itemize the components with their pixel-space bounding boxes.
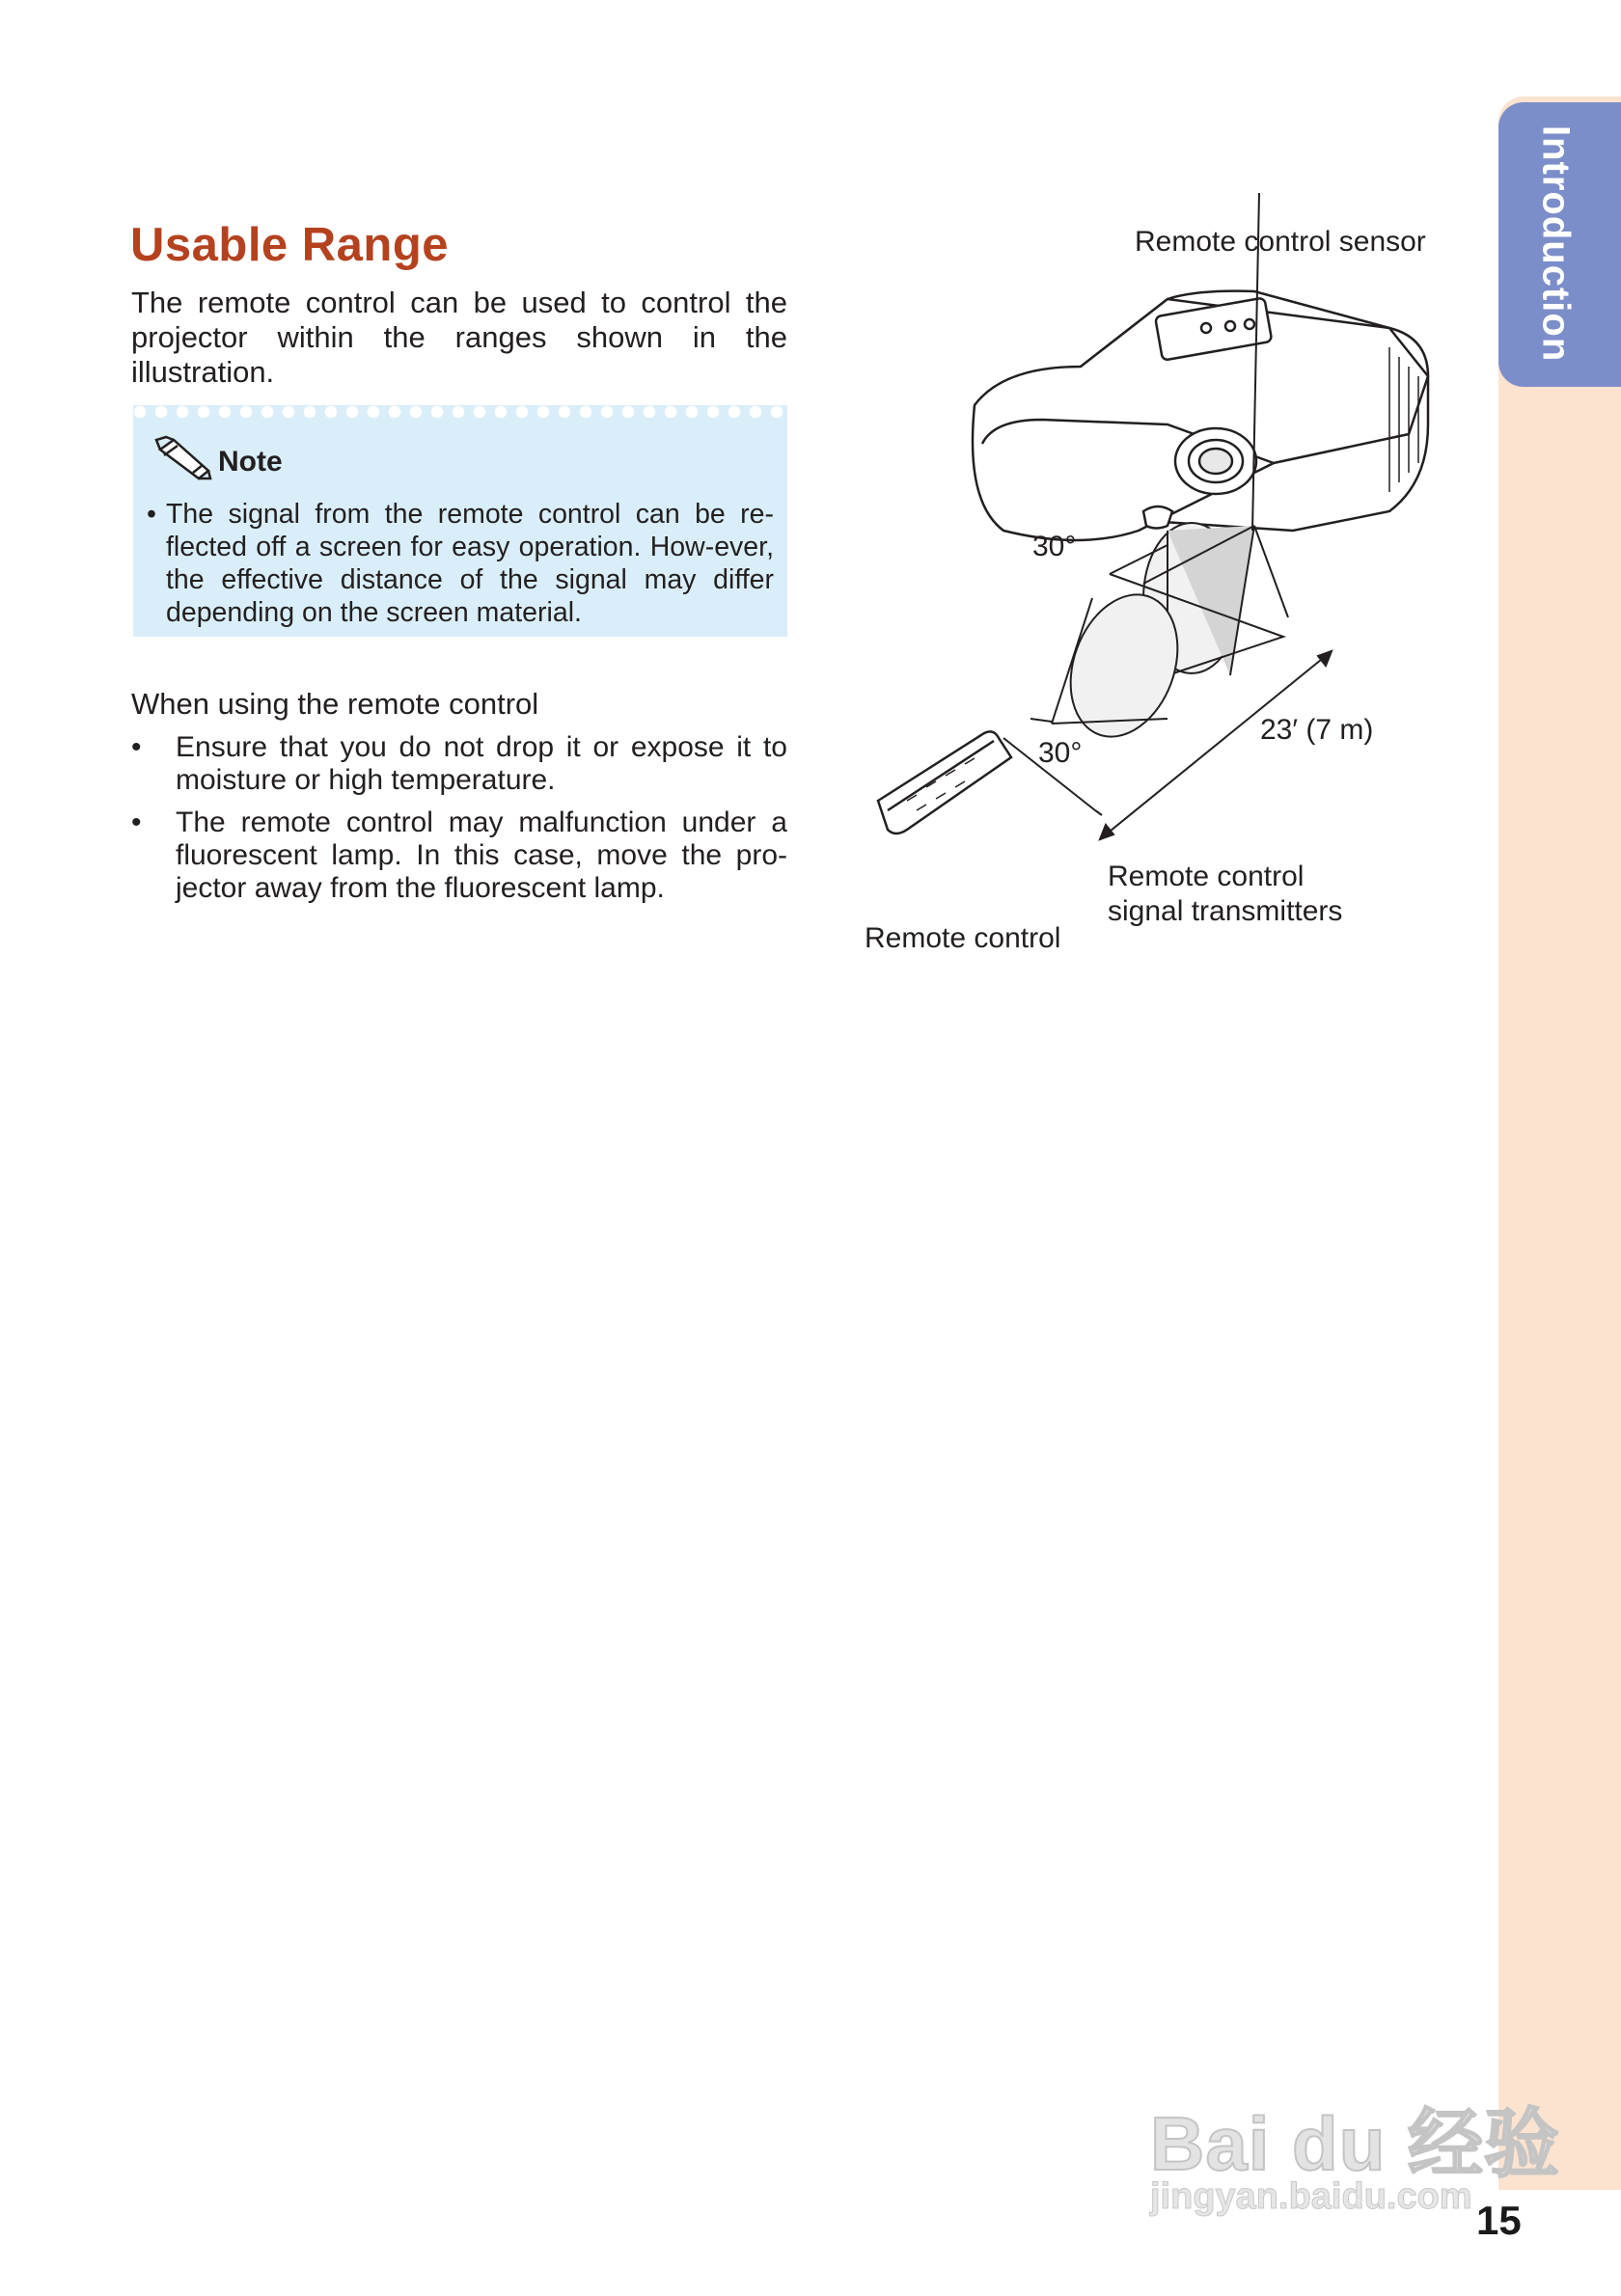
angle-label-bottom: 30°	[1038, 737, 1083, 769]
side-margin-band	[1498, 96, 1621, 2190]
note-bullet: •	[147, 499, 156, 530]
subheading: When using the remote control	[131, 687, 539, 721]
note-text: The signal from the remote control can be re-flected off a screen for easy operation. How-ever, the effective distance of the signal may differ depending on the screen material.	[166, 499, 774, 628]
remote-control-label: Remote control	[865, 922, 1061, 954]
projector-icon	[973, 291, 1428, 540]
note-item	[147, 498, 774, 629]
sensor-label: Remote control sensor	[1135, 226, 1426, 258]
page-number: 15	[1476, 2198, 1522, 2243]
distance-label: 23′ (7 m)	[1260, 714, 1374, 746]
bullet-mark: •	[131, 731, 142, 763]
usable-range-illustration	[849, 193, 1467, 984]
note-title: Note	[218, 446, 283, 478]
transmitter-label-line-1: Remote control	[1108, 861, 1305, 892]
list-item	[131, 731, 787, 797]
remote-control-icon	[878, 731, 1011, 834]
watermark-url: jingyan.baidu.com	[1150, 2176, 1472, 2217]
note-dotted-edge	[133, 405, 787, 419]
bullet-list	[131, 731, 787, 915]
intro-paragraph	[131, 286, 787, 390]
watermark-logo: Bai du 经验	[1150, 2101, 1561, 2186]
note-box	[133, 405, 787, 637]
section-tab-label: Introduction	[1534, 125, 1578, 363]
list-item-text: The remote control may malfunction under a fluorescent lamp. In this case, move the pro-jector away from the fluorescent lamp.	[176, 806, 787, 904]
list-item	[131, 806, 787, 905]
page-title: Usable Range	[130, 219, 450, 271]
angle-label-top: 30°	[1032, 531, 1077, 562]
pencil-note-icon	[154, 434, 216, 480]
intro-line-2: projector within the ranges shown in the	[131, 320, 787, 354]
intro-line-3: illustration.	[131, 355, 275, 389]
list-item-text: Ensure that you do not drop it or expose it to moisture or high temperature.	[176, 731, 787, 796]
bullet-mark: •	[131, 806, 142, 838]
intro-line-1: The remote control can be used to control the	[131, 286, 787, 319]
transmitter-label-line-2: signal transmitters	[1108, 895, 1343, 927]
